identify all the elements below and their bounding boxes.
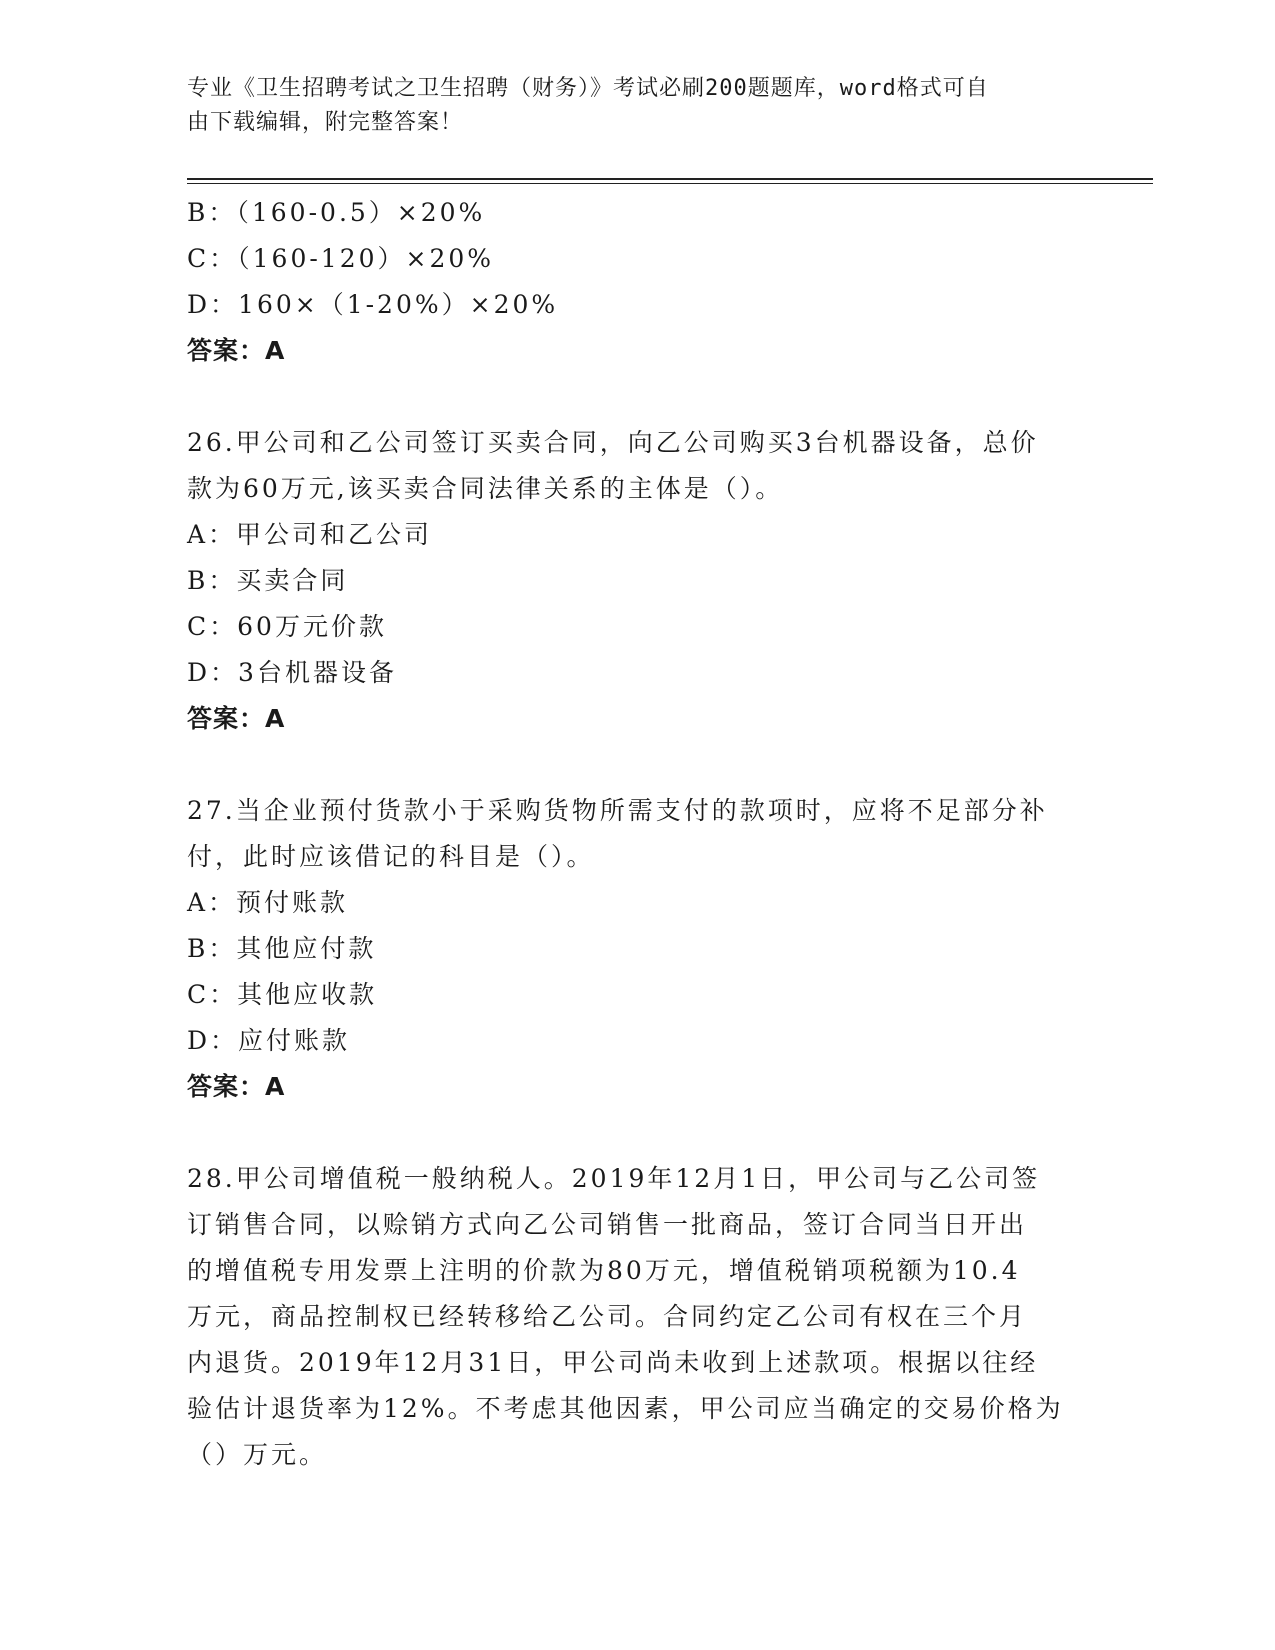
answer-line: 答案：A [187, 704, 286, 733]
option-c: C：其他应收款 [187, 980, 378, 1009]
question-stem-line: 款为60万元,该买卖合同法律关系的主体是（）。 [187, 474, 784, 503]
question-26 [187, 420, 1087, 742]
option-c: C：60万元价款 [187, 612, 387, 641]
question-stem-line: 27.当企业预付货款小于采购货物所需支付的款项时，应将不足部分补 [187, 796, 1048, 825]
question-stem-line: 万元，商品控制权已经转移给乙公司。合同约定乙公司有权在三个月 [187, 1302, 1028, 1331]
question-stem-line: 付，此时应该借记的科目是（）。 [187, 842, 595, 871]
question-28 [187, 1156, 1087, 1478]
question-stem-line: 的增值税专用发票上注明的价款为80万元，增值税销项税额为10.4 [187, 1256, 1021, 1285]
question-stem-line: 28.甲公司增值税一般纳税人。2019年12月1日，甲公司与乙公司签 [187, 1164, 1041, 1193]
document-header [187, 72, 1067, 140]
question-25 [187, 190, 1087, 374]
answer-line: 答案：A [187, 336, 286, 365]
question-stem-line: 内退货。2019年12月31日，甲公司尚未收到上述款项。根据以往经 [187, 1348, 1039, 1377]
option-a: A：预付账款 [187, 888, 349, 917]
header-divider-thick [187, 178, 1153, 180]
spacer [187, 1110, 1087, 1156]
option-c: C：（160-120）×20% [187, 244, 495, 273]
question-stem-line: （）万元。 [187, 1440, 328, 1469]
spacer [187, 374, 1087, 420]
question-list [187, 190, 1087, 1478]
option-b: B：买卖合同 [187, 566, 349, 595]
answer-line: 答案：A [187, 1072, 286, 1101]
header-title-line-2: 由下载编辑，附完整答案！ [187, 110, 464, 135]
header-title-line-1: 专业《卫生招聘考试之卫生招聘（财务）》考试必刷200题题库，word格式可自 [187, 76, 989, 101]
option-d: D：160×（1-20%）×20% [187, 290, 559, 319]
question-stem-line: 验估计退货率为12%。不考虑其他因素，甲公司应当确定的交易价格为 [187, 1394, 1064, 1423]
question-stem-line: 订销售合同，以赊销方式向乙公司销售一批商品，签订合同当日开出 [187, 1210, 1028, 1239]
question-stem-line: 26.甲公司和乙公司签订买卖合同，向乙公司购买3台机器设备，总价 [187, 428, 1039, 457]
option-d: D：应付账款 [187, 1026, 351, 1055]
option-b: B：（160-0.5）×20% [187, 198, 486, 227]
header-divider-thin [187, 183, 1153, 184]
option-d: D：3台机器设备 [187, 658, 397, 687]
option-b: B：其他应付款 [187, 934, 377, 963]
option-a: A：甲公司和乙公司 [187, 520, 433, 549]
spacer [187, 742, 1087, 788]
question-27 [187, 788, 1087, 1110]
